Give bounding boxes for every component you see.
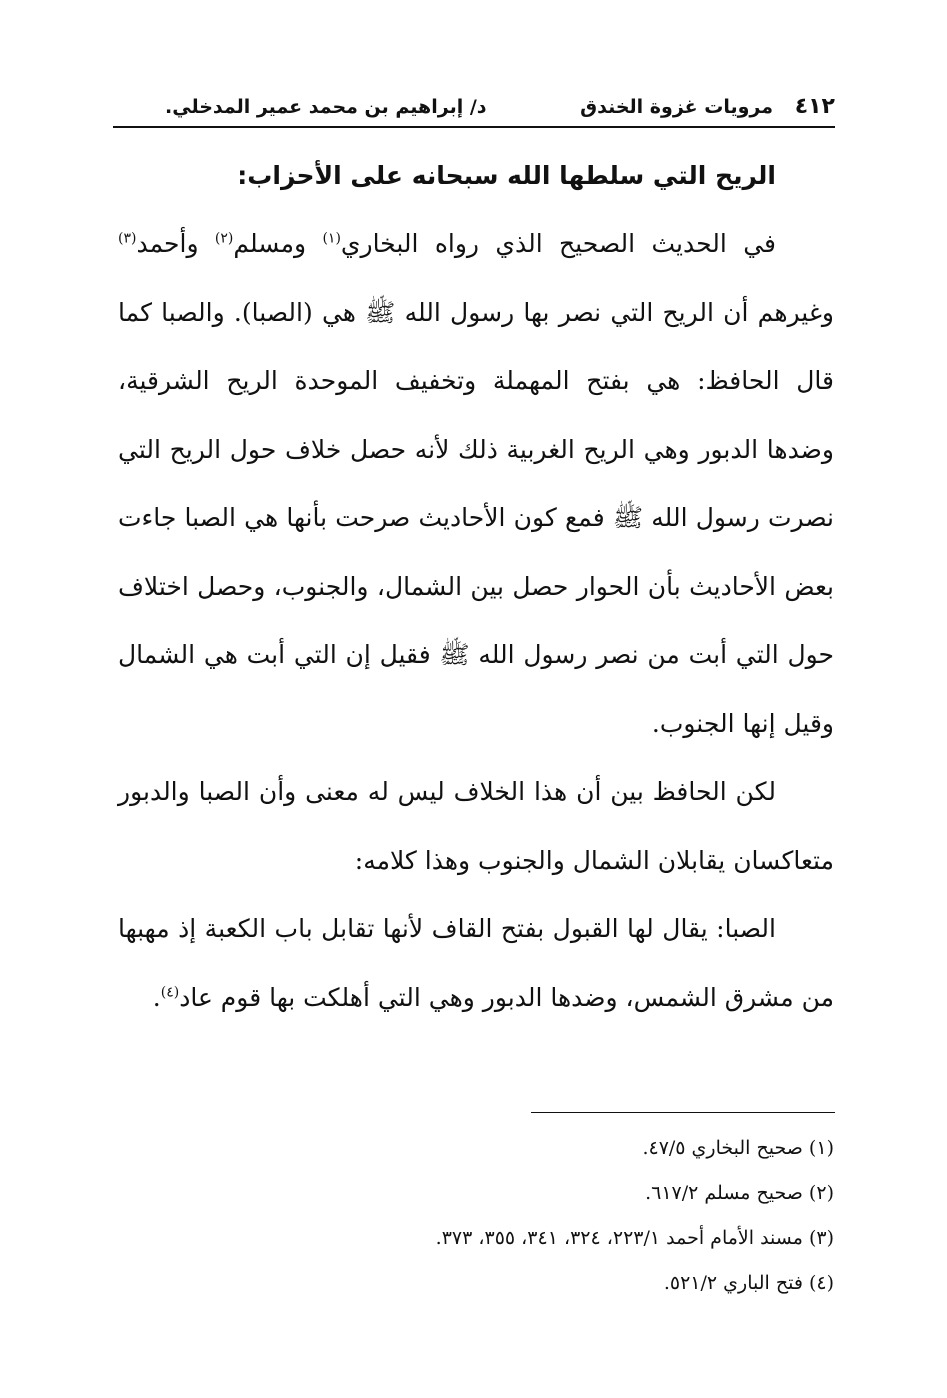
paragraph-text: وأحمد	[136, 229, 215, 258]
paragraph-hafiz: لكن الحافظ بين أن هذا الخلاف ليس له معنى وأن الصبا والدبور متعاكسان يقابلان الشمال والجنوب وهذا كلامه:	[118, 777, 834, 875]
section-heading: الريح التي سلطها الله سبحانه على الأحزاب:	[237, 161, 776, 190]
page-number: ٤١٢	[794, 94, 835, 119]
paragraph-text: الصبا: يقال لها القبول بفتح القاف لأنها تقابل باب الكعبة إذ مهبها من مشرق الشمس، وضدها الدبور وهي التي أهلكت بها قوم عاد	[118, 914, 834, 1012]
footnote-3: (٣) مسند الأمام أحمد ٢٢٣/١، ٣٢٤، ٣٤١، ٣٥٥، ٣٧٣.	[435, 1227, 834, 1249]
paragraph-text: ومسلم	[233, 229, 323, 258]
footnote-ref-1[interactable]: (١)	[322, 230, 341, 247]
author-name: د/ إبراهيم بن محمد عمير المدخلي.	[165, 96, 487, 118]
paragraph-text: في الحديث الصحيح الذي رواه البخاري	[340, 229, 776, 258]
paragraph-saba	[118, 895, 834, 1032]
footnote-separator	[531, 1112, 835, 1113]
footnotes	[118, 1126, 834, 1306]
paragraph-text: .	[152, 982, 161, 1012]
footnote-ref-2[interactable]: (٢)	[214, 230, 234, 247]
footnote-2: (٢) صحيح مسلم ٦١٧/٢.	[645, 1182, 834, 1204]
footnote-1: (١) صحيح البخاري ٤٧/٥.	[642, 1137, 834, 1159]
paragraph-winds	[118, 210, 834, 758]
book-title: مرويات غزوة الخندق	[580, 96, 773, 118]
main-text	[118, 142, 834, 1032]
footnote-4: (٤) فتح الباري ٥٢١/٢.	[663, 1272, 834, 1294]
footnote-ref-3[interactable]: (٣)	[118, 230, 137, 247]
paragraph-text: وغيرهم أن الريح التي نصر بها رسول الله ﷺ هي (الصبا). والصبا كما قال الحافظ: هي بفتح المهملة وتخفيف الموحدة الريح الشرقية، وضدها الدبور وهي الريح الغربية ذلك لأنه حصل خلاف حول الريح التي نصرت رسول الله ﷺ فمع كون الأحاديث صرحت بأنها هي الصبا جاءت بعض الأحاديث بأن الحوار حصل بين الشمال، والجنوب، وحصل اختلاف حول التي أبت من نصر رسول الله ﷺ فقيل إن التي أبت هي الشمال وقيل إنها الجنوب.	[118, 297, 834, 738]
footnote-ref-4[interactable]: (٤)	[160, 984, 180, 1001]
running-header	[113, 92, 835, 128]
